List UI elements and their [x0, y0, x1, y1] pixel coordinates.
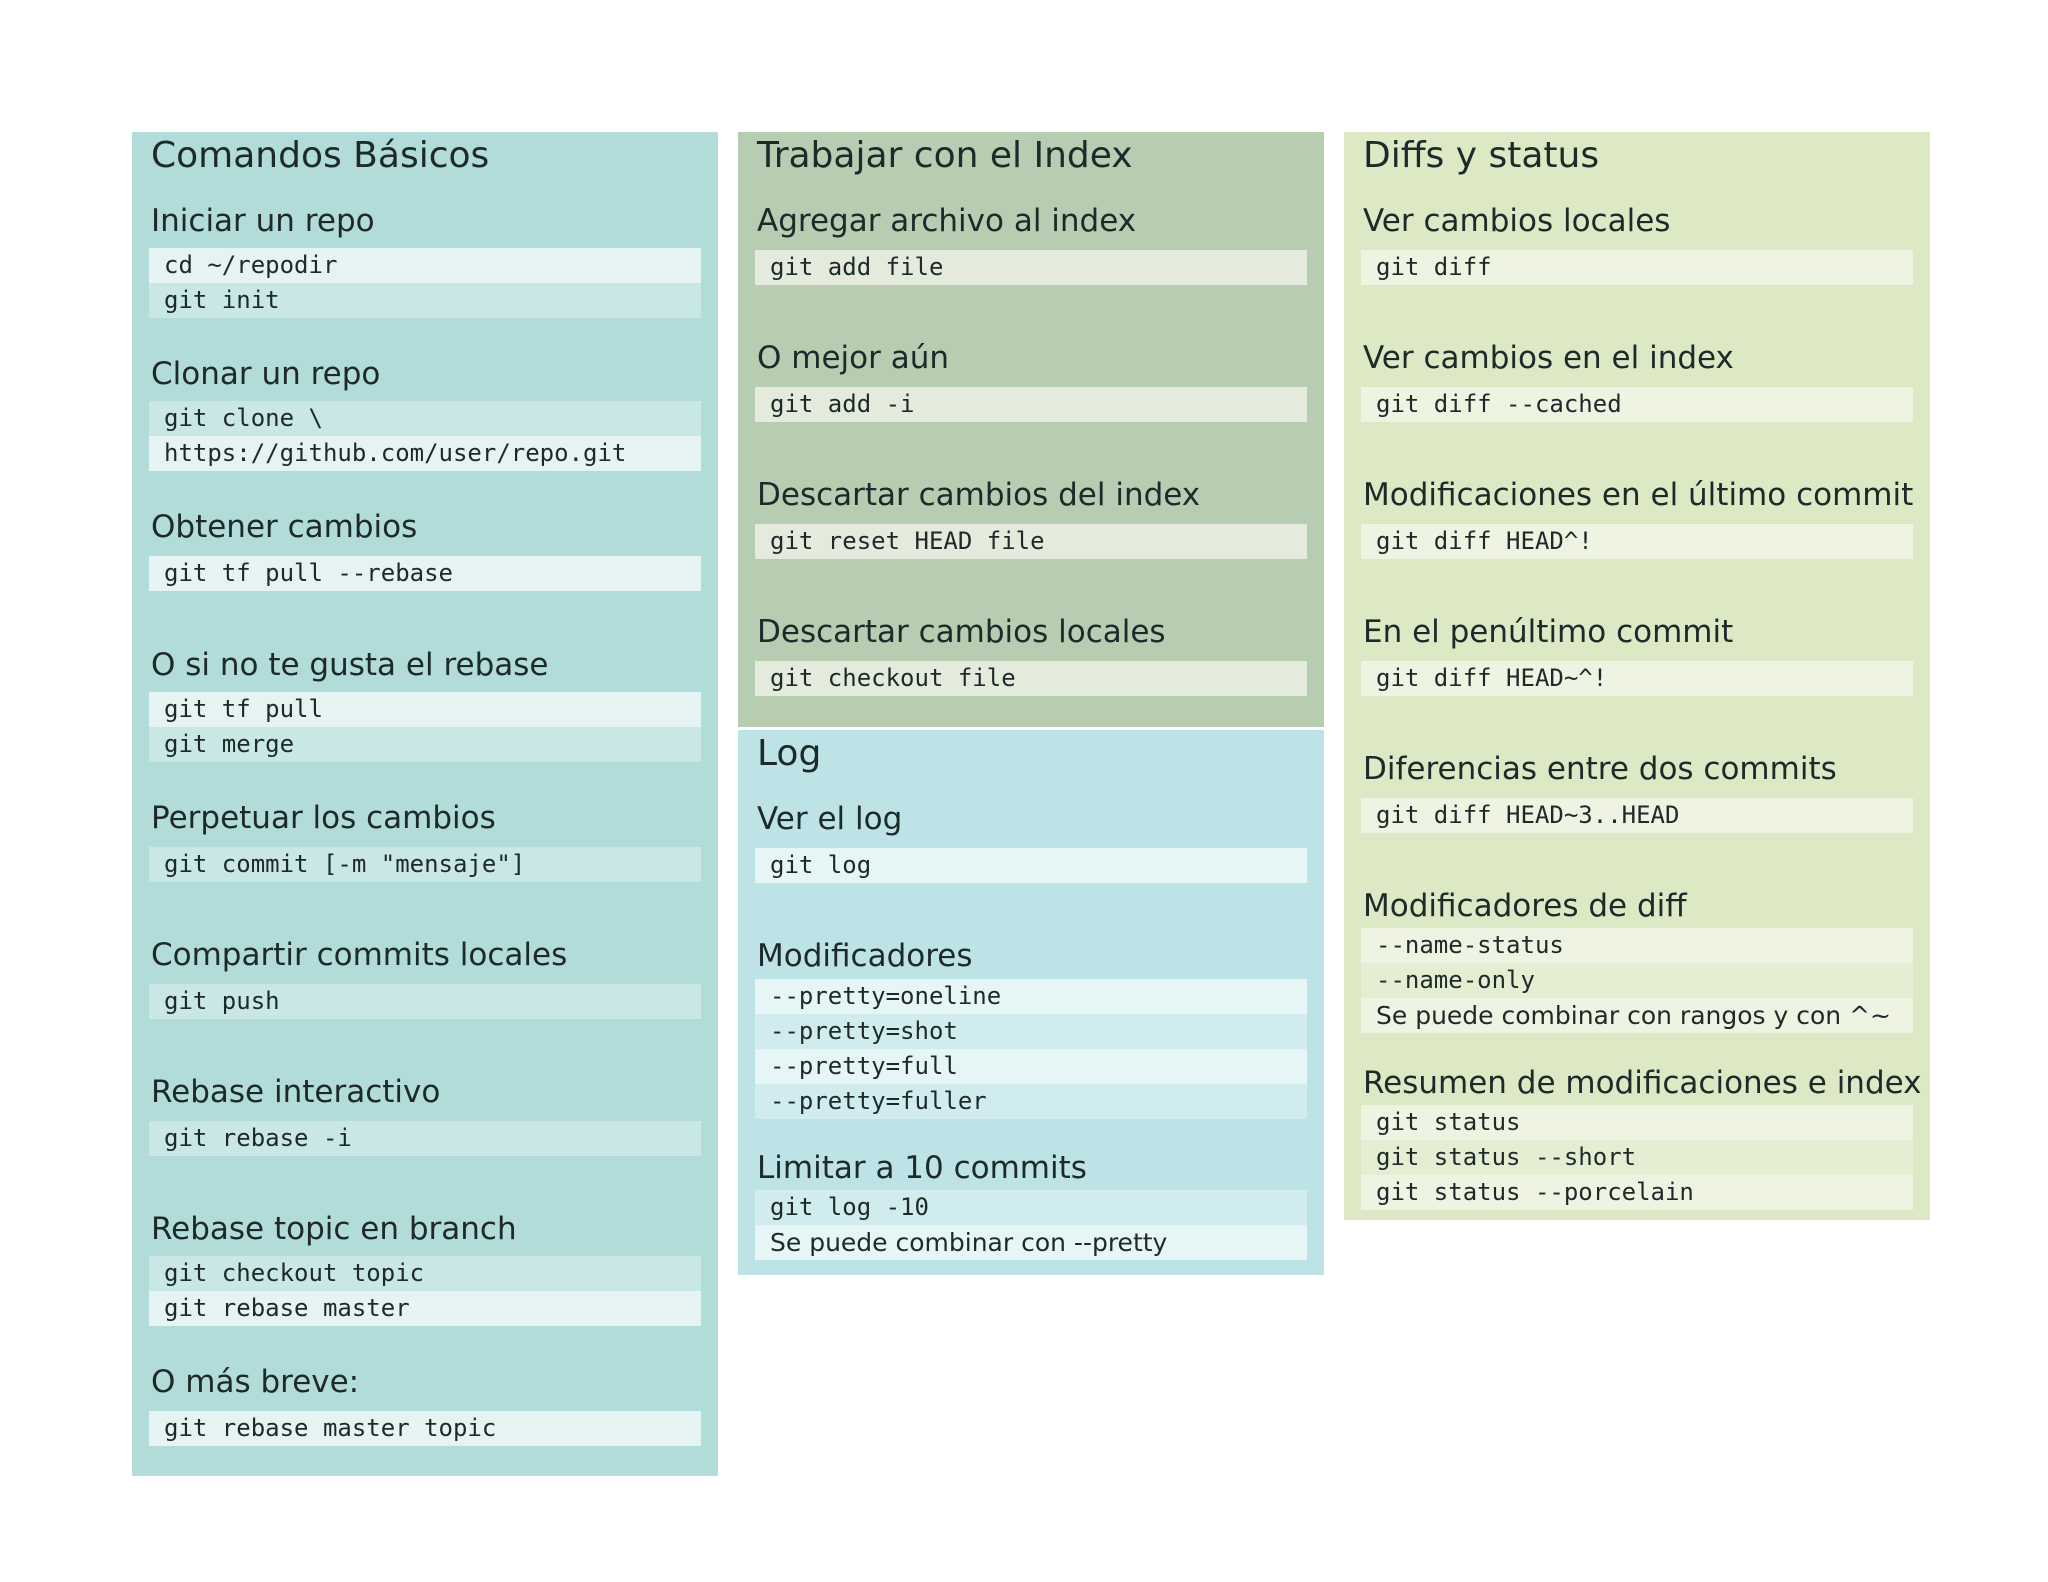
code-block-status-summary [1361, 1105, 1913, 1210]
code-block-rebase-topic [149, 1256, 701, 1326]
code-line: git add -i [755, 387, 1307, 422]
code-line: git diff HEAD~^! [1361, 661, 1913, 696]
code-line: git add file [755, 250, 1307, 285]
section-title-last-commit: Modificaciones en el último commit [1363, 477, 1914, 513]
section-title-add-interactive: O mejor aún [757, 340, 949, 376]
code-line: git diff [1361, 250, 1913, 285]
code-block-diff-modifiers [1361, 928, 1913, 1033]
code-block-clone-repo [149, 401, 701, 471]
code-line: git log -10 [755, 1190, 1307, 1225]
section-title-checkout: Descartar cambios locales [757, 614, 1166, 650]
section-title-range-diff: Diferencias entre dos commits [1363, 751, 1837, 787]
code-line: git merge [149, 727, 701, 762]
code-line: --name-only [1361, 963, 1913, 998]
section-title-get-changes: Obtener cambios [151, 509, 418, 545]
code-line: git push [149, 984, 701, 1019]
section-title-modifiers: Modificadores [757, 938, 973, 974]
code-block-interactive-rebase [149, 1121, 701, 1156]
code-line: --pretty=fuller [755, 1084, 1307, 1119]
code-block-view-log [755, 848, 1307, 883]
section-title-limit-commits: Limitar a 10 commits [757, 1150, 1087, 1186]
code-block-checkout [755, 661, 1307, 696]
section-title-status-summary: Resumen de modificaciones e index [1363, 1065, 1922, 1101]
code-line: git rebase master topic [149, 1411, 701, 1446]
section-title-clone-repo: Clonar un repo [151, 356, 381, 392]
section-title-no-rebase: O si no te gusta el rebase [151, 647, 549, 683]
code-block-index-diff [1361, 387, 1913, 422]
section-title-push: Compartir commits locales [151, 937, 568, 973]
panel-title: Diffs y status [1363, 135, 1600, 176]
code-line: git log [755, 848, 1307, 883]
note-line: Se puede combinar con --pretty [755, 1225, 1307, 1260]
section-title-shorter: O más breve: [151, 1364, 360, 1400]
code-line: git checkout file [755, 661, 1307, 696]
panel-title: Trabajar con el Index [757, 135, 1133, 176]
note-line: Se puede combinar con rangos y con ^~ [1361, 998, 1913, 1033]
code-line: git diff --cached [1361, 387, 1913, 422]
code-line: https://github.com/user/repo.git [149, 436, 701, 471]
code-block-limit-commits [755, 1190, 1307, 1260]
code-block-add-file [755, 250, 1307, 285]
code-line: --pretty=oneline [755, 979, 1307, 1014]
code-line: git commit [-m "mensaje"] [149, 847, 701, 882]
section-title-reset: Descartar cambios del index [757, 477, 1201, 513]
code-block-modifiers [755, 979, 1307, 1119]
code-line: git status [1361, 1105, 1913, 1140]
basic-commands-panel [132, 132, 718, 1476]
code-block-commit [149, 847, 701, 882]
section-title-rebase-topic: Rebase topic en branch [151, 1211, 517, 1247]
code-line: git status --short [1361, 1140, 1913, 1175]
code-block-range-diff [1361, 798, 1913, 833]
code-line: git diff HEAD^! [1361, 524, 1913, 559]
code-block-no-rebase [149, 692, 701, 762]
code-line: git status --porcelain [1361, 1175, 1913, 1210]
code-block-get-changes [149, 556, 701, 591]
section-title-view-log: Ver el log [757, 801, 903, 837]
log-panel [738, 730, 1324, 1275]
index-panel [738, 132, 1324, 727]
code-line: git checkout topic [149, 1256, 701, 1291]
section-title-commit: Perpetuar los cambios [151, 800, 496, 836]
panel-title: Comandos Básicos [151, 135, 490, 176]
panel-title: Log [757, 733, 822, 774]
code-line: git init [149, 283, 701, 318]
section-title-local-diff: Ver cambios locales [1363, 203, 1671, 239]
code-line: git rebase master [149, 1291, 701, 1326]
code-line: cd ~/repodir [149, 248, 701, 283]
code-block-local-diff [1361, 250, 1913, 285]
code-line: git tf pull --rebase [149, 556, 701, 591]
diffs-status-panel [1344, 132, 1930, 1220]
section-title-second-last-commit: En el penúltimo commit [1363, 614, 1734, 650]
code-block-add-interactive [755, 387, 1307, 422]
code-line: --pretty=full [755, 1049, 1307, 1084]
section-title-diff-modifiers: Modificadores de diff [1363, 888, 1687, 924]
code-block-init-repo [149, 248, 701, 318]
code-block-last-commit [1361, 524, 1913, 559]
section-title-interactive-rebase: Rebase interactivo [151, 1074, 441, 1110]
section-title-index-diff: Ver cambios en el index [1363, 340, 1734, 376]
section-title-init-repo: Iniciar un repo [151, 203, 375, 239]
code-line: --name-status [1361, 928, 1913, 963]
code-line: --pretty=shot [755, 1014, 1307, 1049]
code-line: git clone \ [149, 401, 701, 436]
code-block-shorter [149, 1411, 701, 1446]
code-block-second-last-commit [1361, 661, 1913, 696]
code-block-reset [755, 524, 1307, 559]
code-line: git diff HEAD~3..HEAD [1361, 798, 1913, 833]
code-block-push [149, 984, 701, 1019]
code-line: git reset HEAD file [755, 524, 1307, 559]
code-line: git tf pull [149, 692, 701, 727]
section-title-add-file: Agregar archivo al index [757, 203, 1137, 239]
code-line: git rebase -i [149, 1121, 701, 1156]
